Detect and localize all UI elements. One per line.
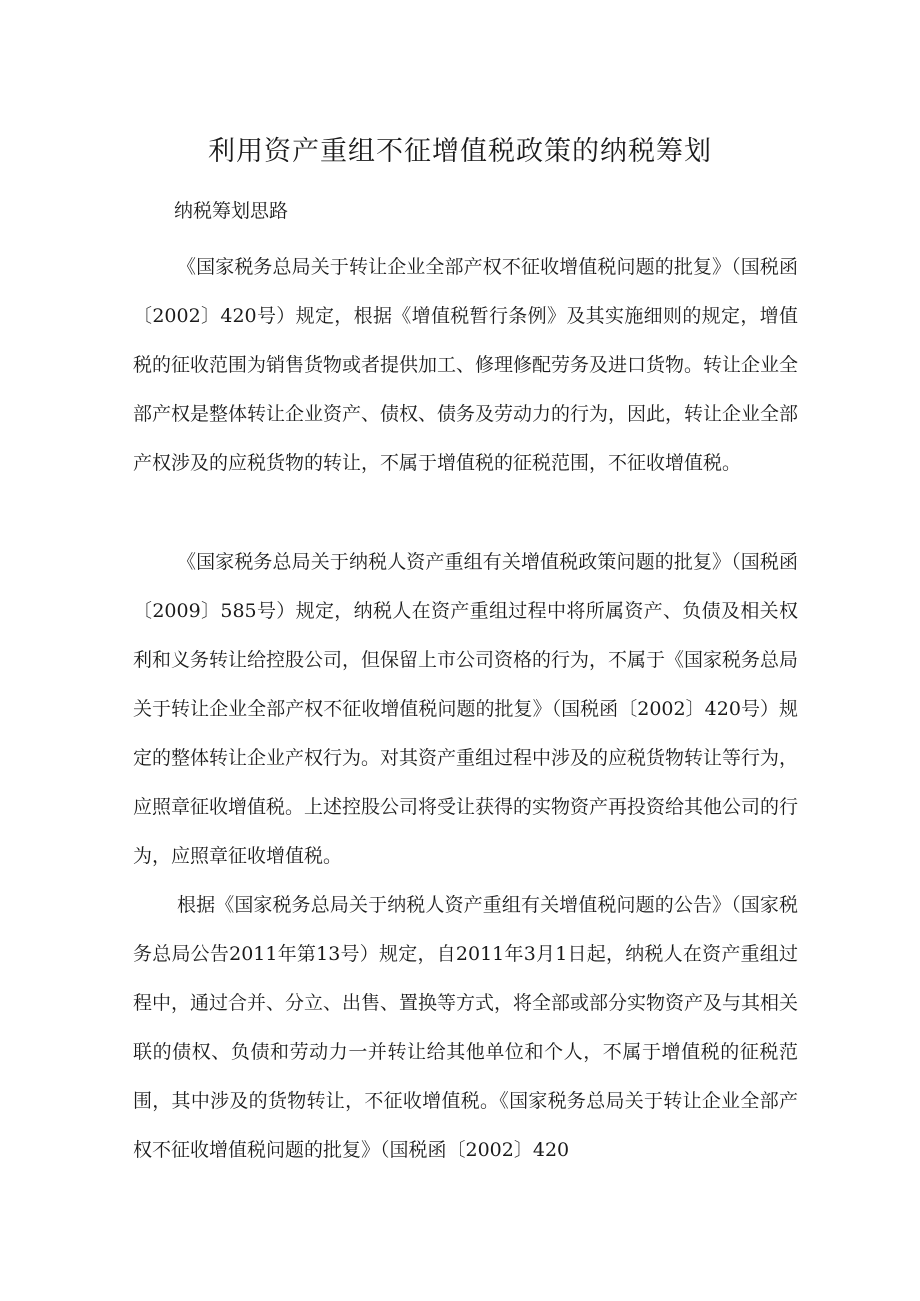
paragraph-3: 根据《国家税务总局关于纳税人资产重组有关增值税问题的公告》（国家税务总局公告2011年第13号）规定，自2011年3月1日起，纳税人在资产重组过程中，通过合并、分立、出售、置换等方式，将全部或部分实物资产及与其相关联的债权、负债和劳动力一并转让给其他单位和个人，不属于增值税的征税范围，其中涉及的货物转让，不征收增值税。《国家税务总局关于转让企业全部产权不征收增值税问题的批复》（国税函〔2002〕420 xyxy=(133,894,799,1161)
paragraph-1: 《国家税务总局关于转让企业全部产权不征收增值税问题的批复》（国税函〔2002〕420号）规定，根据《增值税暂行条例》及其实施细则的规定，增值税的征收范围为销售货物或者提供加工、修理修配劳务及进口货物。转让企业全部产权是整体转让企业资产、债权、债务及劳动力的行为，因此，转让企业全部产权涉及的应税货物的转让，不属于增值税的征税范围，不征收增值税。 xyxy=(133,256,799,474)
paragraph-2: 《国家税务总局关于纳税人资产重组有关增值税政策问题的批复》（国税函〔2009〕585号）规定，纳税人在资产重组过程中将所属资产、负债及相关权利和义务转让给控股公司，但保留上市公司资格的行为，不属于《国家税务总局关于转让企业全部产权不征收增值税问题的批复》（国税函〔2002〕420号）规定的整体转让企业产权行为。对其资产重组过程中涉及的应税货物转让等行为，应照章征收增值税。上述控股公司将受让获得的实物资产再投资给其他公司的行为，应照章征收增值税。 xyxy=(133,551,799,867)
section-heading: 纳税筹划思路 xyxy=(174,200,289,222)
document-title: 利用资产重组不征增值税政策的纳税筹划 xyxy=(208,136,712,167)
